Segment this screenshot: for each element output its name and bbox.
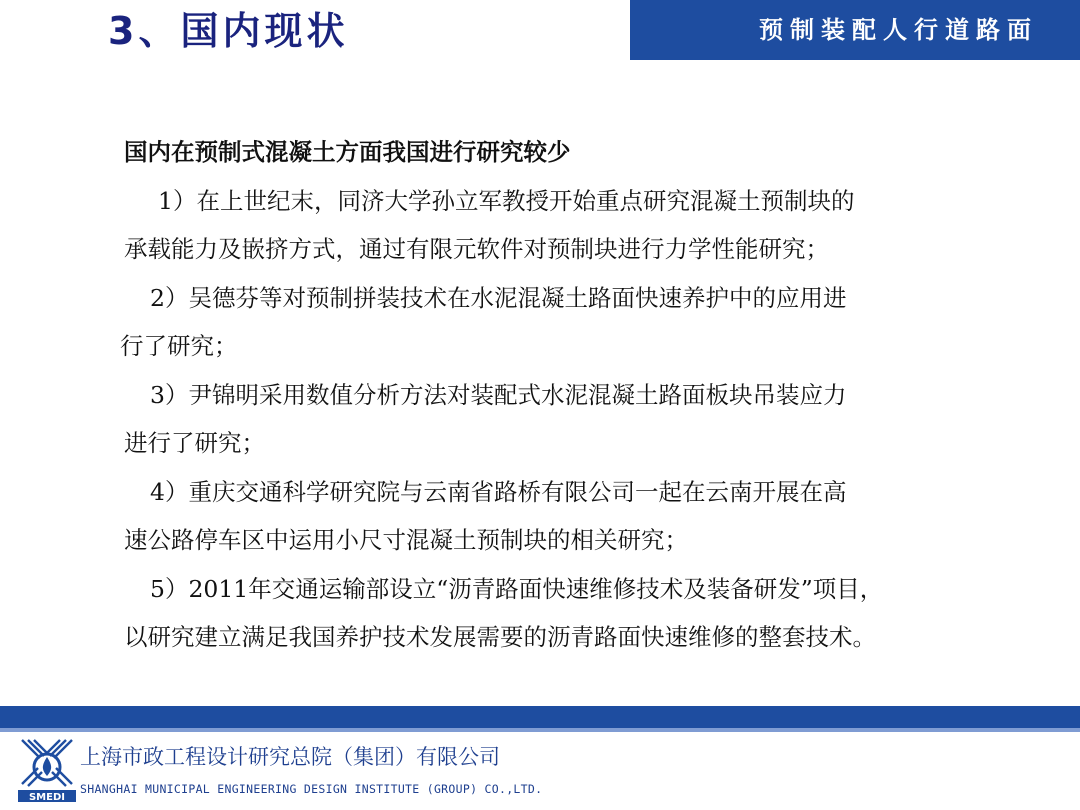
item-1-line-1: 1）在上世纪末，同济大学孙立军教授开始重点研究混凝土预制块的 (158, 186, 855, 215)
company-logo-icon (18, 736, 76, 802)
footer-bar (0, 706, 1080, 728)
header-banner (630, 0, 1080, 60)
item-4-line-2: 速公路停车区中运用小尺寸混凝土预制块的相关研究； (124, 526, 688, 554)
company-name-en: SHANGHAI MUNICIPAL ENGINEERING DESIGN INSTITUTE (GROUP) CO.,LTD. (80, 782, 543, 796)
item-4-line-1: 4）重庆交通科学研究院与云南省路桥有限公司一起在云南开展在高 (150, 477, 847, 506)
logo-wordmark: SMEDI (28, 792, 66, 802)
item-5-line-1: 5）2011年交通运输部设立“沥青路面快速维修技术及装备研发”项目， (150, 574, 884, 603)
item-5-line-2: 以研究建立满足我国养护技术发展需要的沥青路面快速维修的整套技术。 (124, 623, 876, 651)
item-2-line-1: 2）吴德芬等对预制拼装技术在水泥混凝土路面快速养护中的应用进 (150, 283, 847, 312)
item-1-line-2: 承载能力及嵌挤方式，通过有限元软件对预制块进行力学性能研究； (124, 235, 829, 263)
item-3-line-2: 进行了研究； (124, 429, 265, 457)
content-heading: 国内在预制式混凝土方面我国进行研究较少 (124, 138, 571, 166)
slide-title: 3、国内现状 (108, 9, 349, 53)
content-body (120, 128, 984, 662)
header-banner-text: 预制装配人行道路面 (759, 16, 1038, 44)
footer-bar-accent (0, 728, 1080, 732)
item-2-line-2: 行了研究； (120, 332, 238, 360)
item-3-line-1: 3）尹锦明采用数值分析方法对装配式水泥混凝土路面板块吊装应力 (150, 380, 847, 409)
company-name-cn: 上海市政工程设计研究总院（集团）有限公司 (80, 745, 500, 769)
